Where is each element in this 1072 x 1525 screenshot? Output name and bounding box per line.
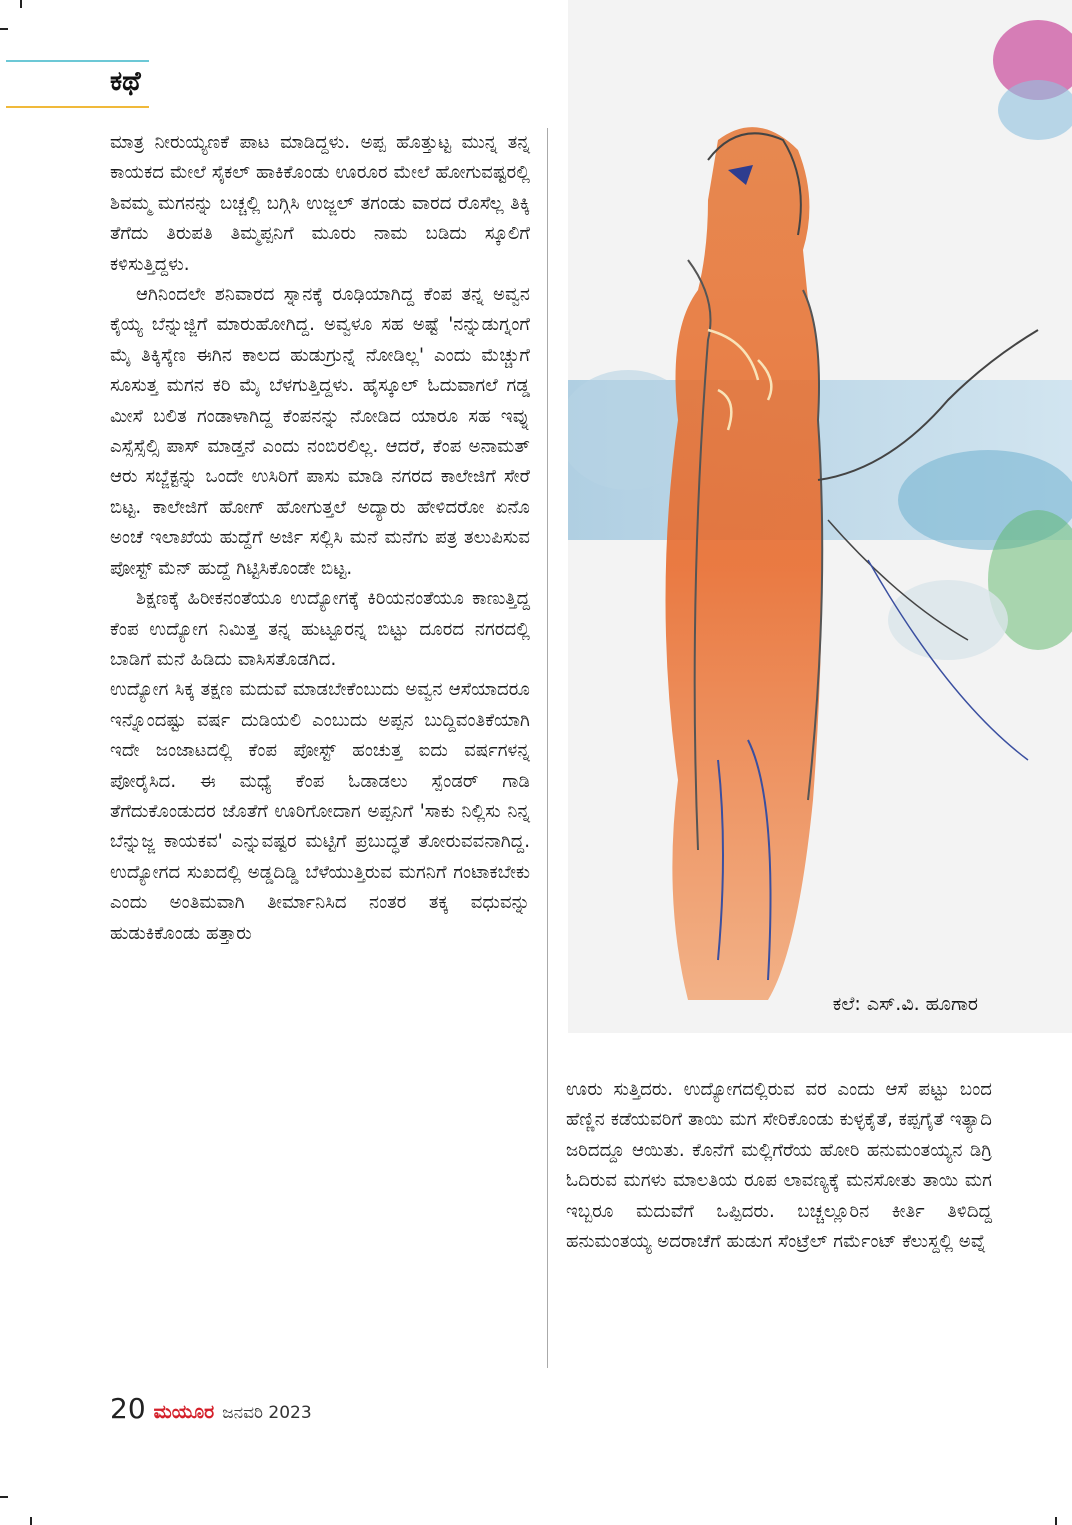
figure-painting xyxy=(568,0,1072,1033)
crop-mark xyxy=(20,0,22,8)
crop-mark xyxy=(30,1517,32,1525)
illustration-credit: ಕಲೆ: ಎಸ್.ವಿ. ಹೂಗಾರ xyxy=(832,993,978,1015)
paragraph: ಊರು ಸುತ್ತಿದರು. ಉದ್ಯೋಗದಲ್ಲಿರುವ ವರ ಎಂದು ಆಸೆ ಪಟ್ಟು ಬಂದ ಹೆಣ್ಣಿನ ಕಡೆಯವರಿಗೆ ತಾಯಿ ಮಗ ಸೇರಿಕೊಂಡು ಕುಳ್ಳಕೈತೆ, ಕಪ್ಪಗೈತೆ ಇತ್ಯಾದಿ ಜರಿದದ್ದೂ ಆಯಿತು. ಕೊನೆಗೆ ಮಲ್ಲಿಗೆರೆಯ ಹೋರಿ ಹನುಮಂತಯ್ಯನ ಡಿಗ್ರಿ ಓದಿರುವ ಮಗಳು ಮಾಲತಿಯ ರೂಪ ಲಾವಣ್ಯಕ್ಕೆ ಮನಸೋತು ತಾಯಿ ಮಗ ಇಬ್ಬರೂ ಮದುವೆಗೆ ಒಪ್ಪಿದರು. ಬಚ್ಚಲ್ಲೂರಿನ ಕೀರ್ತಿ ತಿಳಿದಿದ್ದ ಹನುಮಂತಯ್ಯ ಅದರಾಚೆಗೆ ಹುಡುಗ ಸೆಂಟ್ರೆಲ್ ಗರ್ಮೆಂಟ್ ಕೆಲುಸ್ದಲ್ಲಿ ಅವ್ನೆ xyxy=(566,1079,992,1253)
left-text-column xyxy=(110,128,530,949)
crop-mark xyxy=(0,1496,8,1498)
page-number: 20 xyxy=(110,1392,146,1425)
header-rule-cyan xyxy=(6,60,149,62)
page-footer xyxy=(110,1392,312,1426)
story-illustration xyxy=(568,0,1072,1033)
column-divider xyxy=(547,128,548,1368)
paragraph: ಆಗಿನಿಂದಲೇ ಶನಿವಾರದ ಸ್ನಾನಕ್ಕೆ ರೂಢಿಯಾಗಿದ್ದ ಕೆಂಪ ತನ್ನ ಅವ್ವನ ಕೈಯ್ಯ ಬೆನ್ನುಜ್ಜಿಗೆ ಮಾರುಹೋಗಿದ್ದ. ಅವ್ವಳೂ ಸಹ ಅಷ್ಟೆ 'ನನ್ನುಡುಗ್ನಂಗೆ ಮೈ ತಿಕ್ಕಿಸ್ಕೆಣ ಈಗಿನ ಕಾಲದ ಹುಡುಗ್ರುನ್ನೆ ನೋಡಿಲ್ಲ' ಎಂದು ಮೆಚ್ಚುಗೆ ಸೂಸುತ್ತ ಮಗನ ಕರಿ ಮೈ ಬೆಳಗುತ್ತಿದ್ದಳು. ಹೈಸ್ಕೂಲ್ ಓದುವಾಗಲೆ ಗಡ್ಡ ಮೀಸೆ ಬಲಿತ ಗಂಡಾಳಾಗಿದ್ದ ಕೆಂಪನನ್ನು ನೋಡಿದ ಯಾರೂ ಸಹ ಇವ್ನು ಎಸ್ಸೆಸ್ಸೆಲ್ಸಿ ಪಾಸ್ ಮಾಡ್ತನೆ ಎಂದು ನಂಬಿರಲಿಲ್ಲ. ಆದರೆ, ಕೆಂಪ ಅನಾಮತ್ ಆರು ಸಬ್ಜೆಕ್ಟನ್ನು ಒಂದೇ ಉಸಿರಿಗೆ ಪಾಸು ಮಾಡಿ ನಗರದ ಕಾಲೇಜಿಗೆ ಸೇರೆ ಬಿಟ್ಟ. ಕಾಲೇಜಿಗೆ ಹೋಗ್ ಹೋಗುತ್ತಲೆ ಅದ್ಯಾರು ಹೇಳಿದರೋ ಏನೊ ಅಂಚೆ ಇಲಾಖೆಯ ಹುದ್ದೆಗೆ ಅರ್ಜಿ ಸಲ್ಲಿಸಿ ಮನೆ ಮನೆಗು ಪತ್ರ ತಲುಪಿಸುವ ಪೋಸ್ಟ್ ಮೆನ್ ಹುದ್ದೆ ಗಿಟ್ಟಿಸಿಕೊಂಡೇ ಬಿಟ್ಟ. xyxy=(110,284,530,579)
paragraph: ಉದ್ಯೋಗ ಸಿಕ್ಕ ತಕ್ಷಣ ಮದುವೆ ಮಾಡಬೇಕೆಂಬುದು ಅವ್ವನ ಆಸೆಯಾದರೂ ಇನ್ನೊಂದಷ್ಟು ವರ್ಷ ದುಡಿಯಲಿ ಎಂಬುದು ಅಪ್ಪನ ಬುದ್ದಿವಂತಿಕೆಯಾಗಿ ಇದೇ ಜಂಜಾಟದಲ್ಲಿ ಕೆಂಪ ಪೋಸ್ಟ್ ಹಂಚುತ್ತ ಐದು ವರ್ಷಗಳನ್ನ ಪೋರೈಸಿದ. ಈ ಮಧ್ಯೆ ಕೆಂಪ ಓಡಾಡಲು ಸ್ಪೆಂಡರ್ ಗಾಡಿ ತೆಗೆದುಕೊಂಡುದರ ಜೊತೆಗೆ ಊರಿಗೋದಾಗ ಅಪ್ಪನಿಗೆ 'ಸಾಕು ನಿಲ್ಲಿಸು ನಿನ್ನ ಬೆನ್ನುಜ್ಜ ಕಾಯಕವ' ಎನ್ನುವಷ್ಟರ ಮಟ್ಟಿಗೆ ಪ್ರಬುದ್ಧತೆ ತೋರುವವನಾಗಿದ್ದ. ಉದ್ಯೋಗದ ಸುಖದಲ್ಲಿ ಅಡ್ಡದಿಡ್ಡಿ ಬೆಳೆಯುತ್ತಿರುವ ಮಗನಿಗೆ ಗಂಟಾಕಬೇಕು ಎಂದು ಅಂತಿಮವಾಗಿ ತೀರ್ಮಾನಿಸಿದ ನಂತರ ತಕ್ಕ ವಧುವನ್ನು ಹುಡುಕಿಕೊಂಡು ಹತ್ತಾರು xyxy=(110,679,530,944)
issue-date: ಜನವರಿ 2023 xyxy=(222,1403,312,1423)
crop-mark xyxy=(1055,1517,1057,1525)
section-title: ಕಥೆ xyxy=(110,66,141,97)
header-rule-yellow xyxy=(6,106,149,108)
right-text-column xyxy=(566,1075,992,1257)
paragraph: ಮಾತ್ರ ನೀರುಯ್ಯಣಕೆ ಪಾಟ ಮಾಡಿದ್ದಳು. ಅಪ್ಪ ಹೊತ್ತುಟ್ಟ ಮುನ್ನ ತನ್ನ ಕಾಯಕದ ಮೇಲೆ ಸೈಕಲ್ ಹಾಕಿಕೊಂಡು ಊರೂರ ಮೇಲೆ ಹೋಗುವಷ್ಟರಲ್ಲಿ ಶಿವಮ್ಮ ಮಗನನ್ನು ಬಚ್ಚಲ್ಲಿ ಬಗ್ಗಿಸಿ ಉಜ್ಜಲ್ ತಗಂಡು ವಾರದ ರೊಸೆಲ್ಲ ತಿಕ್ಕಿ ತೆಗೆದು ತಿರುಪತಿ ತಿಮ್ಮಪ್ಪನಿಗೆ ಮೂರು ನಾಮ ಬಡಿದು ಸ್ಕೂಲಿಗೆ ಕಳಿಸುತ್ತಿದ್ದಳು. xyxy=(110,132,530,275)
paragraph: ಶಿಕ್ಷಣಕ್ಕೆ ಹಿರೀಕನಂತೆಯೂ ಉದ್ಯೋಗಕ್ಕೆ ಕಿರಿಯನಂತೆಯೂ ಕಾಣುತ್ತಿದ್ದ ಕೆಂಪ ಉದ್ಯೋಗ ನಿಮಿತ್ತ ತನ್ನ ಹುಟ್ಟೂರನ್ನ ಬಿಟ್ಟು ದೂರದ ನಗರದಲ್ಲಿ ಬಾಡಿಗೆ ಮನೆ ಹಿಡಿದು ವಾಸಿಸತೊಡಗಿದ. xyxy=(110,588,530,670)
crop-mark xyxy=(0,28,8,30)
magazine-logo: ಮಯೂರ xyxy=(153,1401,215,1423)
